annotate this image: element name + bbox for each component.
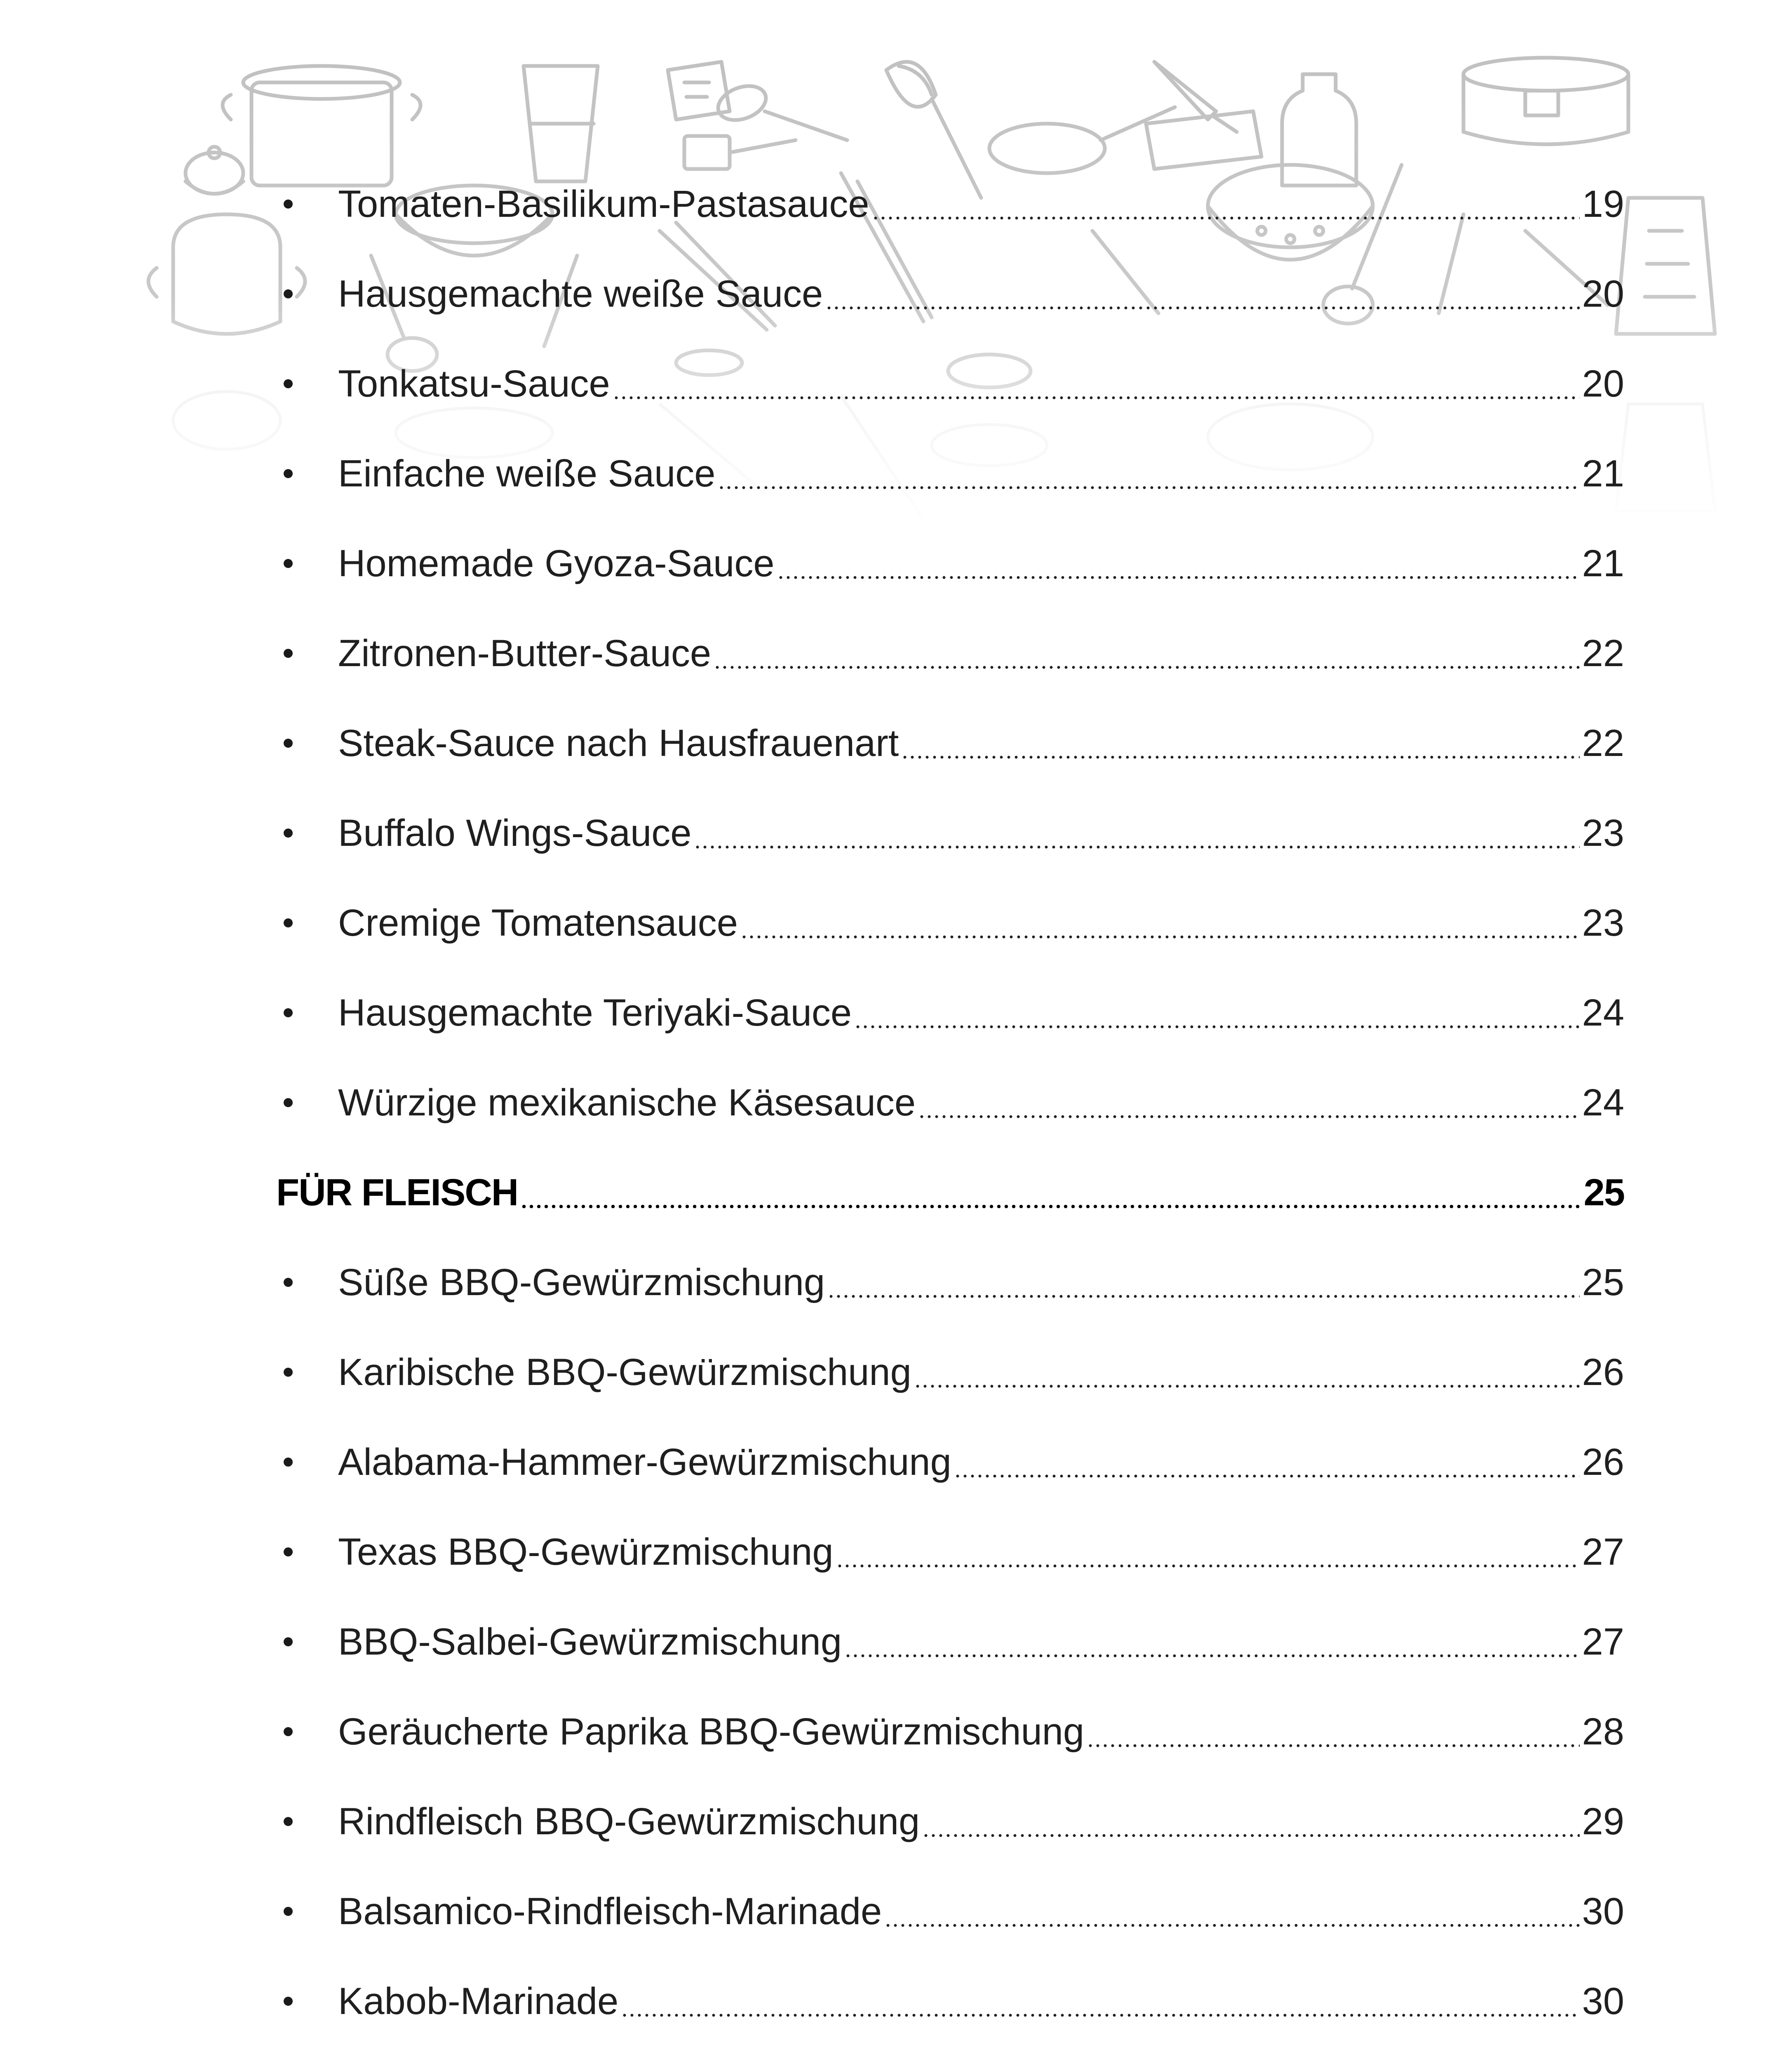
toc-entry-title: Kabob-Marinade [338,1980,619,2022]
bullet-icon [284,379,293,388]
bullet-icon [284,1458,293,1467]
toc-entry-title: Texas BBQ-Gewürzmischung [338,1530,834,1573]
toc-entry[interactable] [276,702,1624,784]
bullet-icon [284,1637,293,1646]
toc-entry[interactable] [276,1960,1624,2042]
toc-entry[interactable] [276,522,1624,605]
dot-leader [954,1474,1580,1478]
toc-page-number: 20 [1582,362,1624,405]
toc-entry-title: Steak-Sauce nach Hausfrauenart [338,722,899,764]
bullet-icon [284,200,293,209]
toc-entry-title: BBQ-Salbei-Gewürzmischung [338,1620,842,1663]
bullet-icon [284,1817,293,1826]
toc-page-number: 30 [1582,1980,1624,2022]
toc-entry-title: Würzige mexikanische Käsesauce [338,1081,916,1124]
dot-leader [827,1295,1580,1298]
toc-entry-title: Zitronen-Butter-Sauce [338,632,712,674]
toc-entry-title: Balsamico-Rindfleisch-Marinade [338,1890,882,1932]
toc-entry[interactable] [276,2050,1624,2061]
toc-entry-title: Cremige Tomatensauce [338,901,738,944]
toc-entry-title: Hausgemachte weiße Sauce [338,272,823,315]
dot-leader [836,1564,1580,1568]
bullet-icon [284,469,293,478]
dot-leader [520,1205,1581,1208]
toc-page-number: 21 [1582,452,1624,495]
toc-page-number: 20 [1582,272,1624,315]
bullet-icon [284,739,293,748]
toc-entry-title: Rindfleisch BBQ-Gewürzmischung [338,1800,920,1843]
toc-page-number: 26 [1582,1351,1624,1393]
bullet-icon [284,1997,293,2006]
toc-page-number: 26 [1582,1441,1624,1483]
toc-page-number: 29 [1582,1800,1624,1843]
dot-leader [825,306,1579,310]
bullet-icon [284,1727,293,1736]
toc-entry-title: FÜR FLEISCH [276,1171,518,1214]
toc-entry-title: Einfache weiße Sauce [338,452,716,495]
toc-entry[interactable] [276,343,1624,425]
dot-leader [718,486,1579,489]
dot-leader [613,396,1580,399]
dot-leader [884,1924,1579,1927]
toc-entry-title: Hausgemachte Teriyaki-Sauce [338,991,852,1034]
bullet-icon [284,918,293,927]
dot-leader [914,1385,1580,1388]
dot-leader [714,666,1580,669]
toc-entry-title: Homemade Gyoza-Sauce [338,542,775,584]
bullet-icon [284,1098,293,1107]
toc-entry-title: Süße BBQ-Gewürzmischung [338,1261,825,1303]
toc-page-number: 24 [1582,991,1624,1034]
bullet-icon [284,1008,293,1017]
toc-entry[interactable] [276,1780,1624,1863]
dot-leader [844,1654,1580,1657]
dot-leader [621,2014,1579,2017]
toc-page-number: 25 [1583,1171,1624,1214]
toc-page-number: 22 [1582,722,1624,764]
toc-entry[interactable] [276,1241,1624,1324]
toc-section-heading[interactable] [276,1151,1624,1234]
toc-entry-title: Geräucherte Paprika BBQ-Gewürzmischung [338,1710,1085,1753]
bullet-icon [284,1547,293,1556]
toc-page-number: 22 [1582,632,1624,674]
toc-page-number: 27 [1582,1530,1624,1573]
toc-entry[interactable] [276,1870,1624,1953]
toc-entry[interactable] [276,972,1624,1054]
dot-leader [777,576,1580,579]
toc-page-number: 27 [1582,1620,1624,1663]
bullet-icon [284,1907,293,1916]
toc-entry-title: Buffalo Wings-Sauce [338,812,692,854]
toc-page-number: 28 [1582,1710,1624,1753]
dot-leader [901,756,1579,759]
toc-entry[interactable] [276,882,1624,964]
toc-entry[interactable] [276,163,1624,245]
bullet-icon [284,289,293,298]
toc-entry[interactable] [276,253,1624,335]
toc-page-number: 30 [1582,1890,1624,1932]
dot-leader [922,1834,1579,1837]
toc-entry[interactable] [276,612,1624,695]
toc-page-number: 21 [1582,542,1624,584]
toc-entry-title: Tomaten-Basilikum-Pastasauce [338,183,869,225]
toc-page-number: 19 [1582,183,1624,225]
toc-entry[interactable] [276,1061,1624,1144]
toc-entry-title: Alabama-Hammer-Gewürzmischung [338,1441,951,1483]
dot-leader [740,935,1580,939]
bullet-icon [284,829,293,838]
toc-entry[interactable] [276,432,1624,515]
toc-page-number: 23 [1582,812,1624,854]
toc-page-number: 24 [1582,1081,1624,1124]
toc-entry[interactable] [276,1690,1624,1773]
dot-leader [1087,1744,1580,1747]
toc-entry[interactable] [276,1331,1624,1413]
toc-page-number: 23 [1582,901,1624,944]
toc-page-number: 25 [1582,1261,1624,1303]
dot-leader [918,1115,1580,1118]
bullet-icon [284,559,293,568]
toc-entry-title: Tonkatsu-Sauce [338,362,610,405]
toc-entry-title: Karibische BBQ-Gewürzmischung [338,1351,911,1393]
bullet-icon [284,1368,293,1377]
toc-entry[interactable] [276,1511,1624,1593]
dot-leader [872,216,1580,220]
bullet-icon [284,1278,293,1287]
bullet-icon [284,649,293,658]
toc-entry[interactable] [276,1601,1624,1683]
dot-leader [694,845,1579,849]
toc-entry[interactable] [276,792,1624,874]
dot-leader [854,1025,1580,1028]
toc-entry[interactable] [276,1421,1624,1503]
